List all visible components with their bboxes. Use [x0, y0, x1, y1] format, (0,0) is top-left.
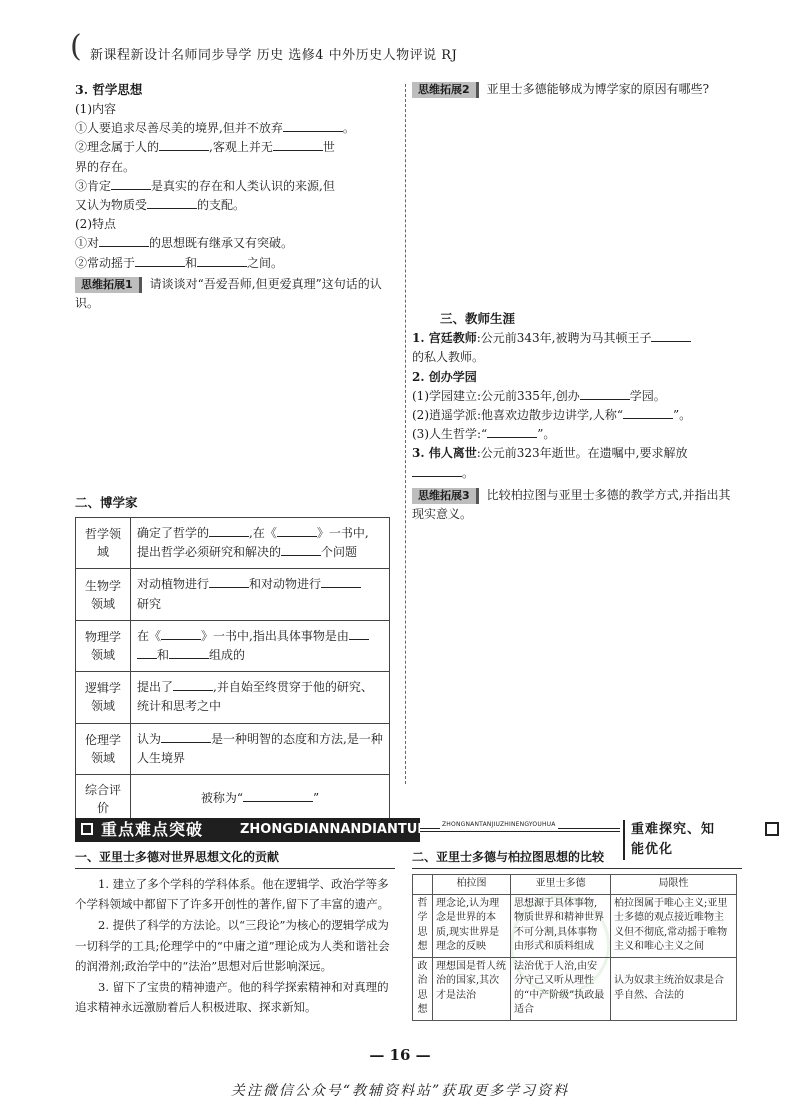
banner-subtitle: 重难探究、知能优化: [623, 820, 725, 860]
table-row: [76, 774, 390, 823]
feature-item-1: ①对 的思想既有继承又有突破。: [75, 236, 294, 251]
blank[interactable]: [277, 525, 317, 537]
thinking-extension-2: 思维拓展2 亚里士多德能够成为博学家的原因有哪些?: [412, 80, 742, 99]
right-column: [412, 80, 742, 524]
teacher-item-1: 1. 宫廷教师:公元前343年,被聘为马其顿王子 的私人教师。: [412, 329, 742, 367]
blank[interactable]: [281, 544, 321, 556]
plato-cell: 理想国是哲人统治的国家,其次才是法治: [433, 957, 511, 1020]
content-item-1: ①人要追求尽善尽美的境界,但并不放弃 。: [75, 121, 355, 136]
blank[interactable]: [111, 178, 151, 190]
page-header: [70, 30, 750, 70]
table-row: [76, 672, 390, 723]
table-row: [76, 518, 390, 569]
page-number: — 16 —: [369, 1046, 431, 1064]
philosophy-heading: 3. 哲学思想: [75, 82, 143, 97]
contribution-item: 1. 建立了多个学科的学科体系。他在逻辑学、政治学等多个学科领域中都留下了许多开创性的著作,留下了丰富的遗产。: [75, 877, 390, 912]
header-cell: 局限性: [611, 875, 737, 895]
aristotle-cell: 法治优于人治,由安分守己又听从理性的“中产阶级”执政最适合: [511, 957, 611, 1020]
header-cell: 亚里士多德: [511, 875, 611, 895]
feature-subheading: (2)特点: [75, 217, 116, 232]
header-cell: [413, 875, 433, 895]
row-content: 认为 是一种明智的态度和方法,是一种人生境界: [131, 723, 390, 774]
plato-cell: 理念论,认为理念是世界的本质,现实世界是理念的反映: [433, 894, 511, 957]
contribution-section: [75, 848, 395, 1018]
row-content: 对动植物进行 和对动物进行 研究: [131, 569, 390, 620]
limitation-cell: 柏拉图属于唯心主义;亚里士多德的观点接近唯物主义但不彻底,常动摇于唯物主义和唯心主义之间: [611, 894, 737, 957]
blank[interactable]: [169, 647, 209, 659]
table-row: [76, 620, 390, 671]
teacher-item-2-3: (3)人生哲学:“ ”。: [412, 427, 556, 442]
blank[interactable]: [161, 628, 201, 640]
teacher-item-2: 2. 创办学园: [412, 369, 477, 384]
blank[interactable]: [412, 465, 462, 477]
header-bracket-decoration: (: [70, 29, 82, 64]
blank[interactable]: [159, 139, 209, 151]
blank[interactable]: [580, 388, 630, 400]
content-subheading: (1)内容: [75, 102, 116, 116]
table-header-row: [413, 875, 737, 895]
blank[interactable]: [349, 628, 369, 640]
content-item-3: ③肯定 是真实的存在和人类认识的来源,但 又认为物质受 的支配。: [75, 178, 335, 212]
table-row: [76, 723, 390, 774]
contribution-heading: 一、亚里士多德对世界思想文化的贡献: [75, 848, 395, 869]
contribution-item: 3. 留下了宝贵的精神遗产。他的科学探索精神和对真理的追求精神永远激励着后人积极进取、探求新知。: [75, 979, 389, 1014]
table-row: [413, 894, 737, 957]
contribution-item: 2. 提供了科学的方法论。以“三段论”为核心的逻辑学成为一切科学的工具;伦理学中的“中庸之道”理论成为人类和谐社会的润滑剂;政治学中的“法治”思想对后世影响深远。: [75, 918, 390, 973]
blank[interactable]: [99, 235, 149, 247]
teacher-item-2-2: (2)逍遥学派:他喜欢边散步边讲学,人称“ ”。: [412, 407, 692, 422]
blank[interactable]: [651, 330, 691, 342]
aristotle-cell: 思想源于具体事物,物质世界和精神世界不可分割,具体事物由形式和质料组成: [511, 894, 611, 957]
blank[interactable]: [209, 576, 249, 588]
blank[interactable]: [137, 647, 157, 659]
teacher-heading: 三、教师生涯: [440, 311, 516, 327]
limitation-cell: 认为奴隶主统治奴隶是合乎自然、合法的: [611, 957, 737, 1020]
teacher-item-3: 3. 伟人离世:公元前323年逝世。在遗嘱中,要求解放 。: [412, 446, 688, 480]
blank[interactable]: [283, 120, 343, 132]
left-column: [75, 80, 395, 824]
row-content: 被称为“ ”: [131, 774, 390, 823]
blank[interactable]: [209, 525, 249, 537]
banner-mid-pinyin: ZHONGNANTANJIUZHINENGYOUHUA: [442, 821, 556, 828]
comparison-section: [412, 848, 742, 1021]
blank[interactable]: [147, 197, 197, 209]
row-content: 提出了 ,并自始至终贯穿于他的研究、统计和思考之中: [131, 672, 390, 723]
header-cell: 柏拉图: [433, 875, 511, 895]
table-row: [76, 569, 390, 620]
banner-square-icon: [765, 822, 779, 836]
thinking-extension-3: 思维拓展3 比较柏拉图与亚里士多德的教学方式,并指出其现实意义。: [412, 487, 731, 521]
row-label: 物理学领域: [76, 620, 131, 671]
polymath-table: [75, 517, 390, 824]
banner-square-icon: [81, 823, 93, 835]
blank[interactable]: [161, 731, 211, 743]
extension-badge: 思维拓展1: [75, 277, 142, 293]
banner-pinyin: ZHONGDIANNANDIANTUPO: [240, 822, 438, 837]
column-divider: [405, 84, 406, 784]
row-label: 哲学领域: [76, 518, 131, 569]
row-label: 哲学思想: [413, 894, 433, 957]
blank[interactable]: [273, 139, 323, 151]
banner-title: 重点难点突破: [101, 820, 204, 839]
polymath-heading: 二、博学家: [75, 495, 138, 511]
blank[interactable]: [487, 426, 537, 438]
row-label: 伦理学领域: [76, 723, 131, 774]
blank[interactable]: [135, 255, 185, 267]
banner-left: [75, 818, 438, 842]
blank[interactable]: [197, 255, 247, 267]
comparison-table: [412, 874, 737, 1021]
header-title: 新课程新设计名师同步导学 历史 选修4 中外历史人物评说 RJ: [90, 48, 458, 63]
extension-badge: 思维拓展3: [412, 488, 479, 504]
comparison-heading: 二、亚里士多德与柏拉图思想的比较: [412, 848, 742, 869]
blank[interactable]: [243, 790, 313, 802]
feature-item-2: ②常动摇于 和 之间。: [75, 255, 284, 270]
teacher-item-2-1: (1)学园建立:公元前335年,创办 学园。: [412, 388, 666, 403]
footer-note: 关注微信公众号“教辅资料站”获取更多学习资料: [230, 1083, 570, 1099]
row-label: 逻辑学领域: [76, 672, 131, 723]
row-content: 在《 》一书中,指出具体事物是由 和 组成的: [131, 620, 390, 671]
row-content: 确定了哲学的 ,在《 》一书中, 提出哲学必须研究和解决的 个问题: [131, 518, 390, 569]
row-label: 生物学领域: [76, 569, 131, 620]
row-label: 综合评价: [76, 774, 131, 823]
table-row: [413, 957, 737, 1020]
blank[interactable]: [321, 576, 361, 588]
extension-badge: 思维拓展2: [412, 82, 479, 98]
row-label: 政治思想: [413, 957, 433, 1020]
blank[interactable]: [173, 679, 213, 691]
thinking-extension-1: 思维拓展1 请谈谈对“吾爱吾师,但更爱真理”这句话的认识。: [75, 276, 382, 310]
content-item-2: ②理念属于人的 ,客观上并无 世 界的存在。: [75, 140, 335, 174]
blank[interactable]: [623, 407, 673, 419]
